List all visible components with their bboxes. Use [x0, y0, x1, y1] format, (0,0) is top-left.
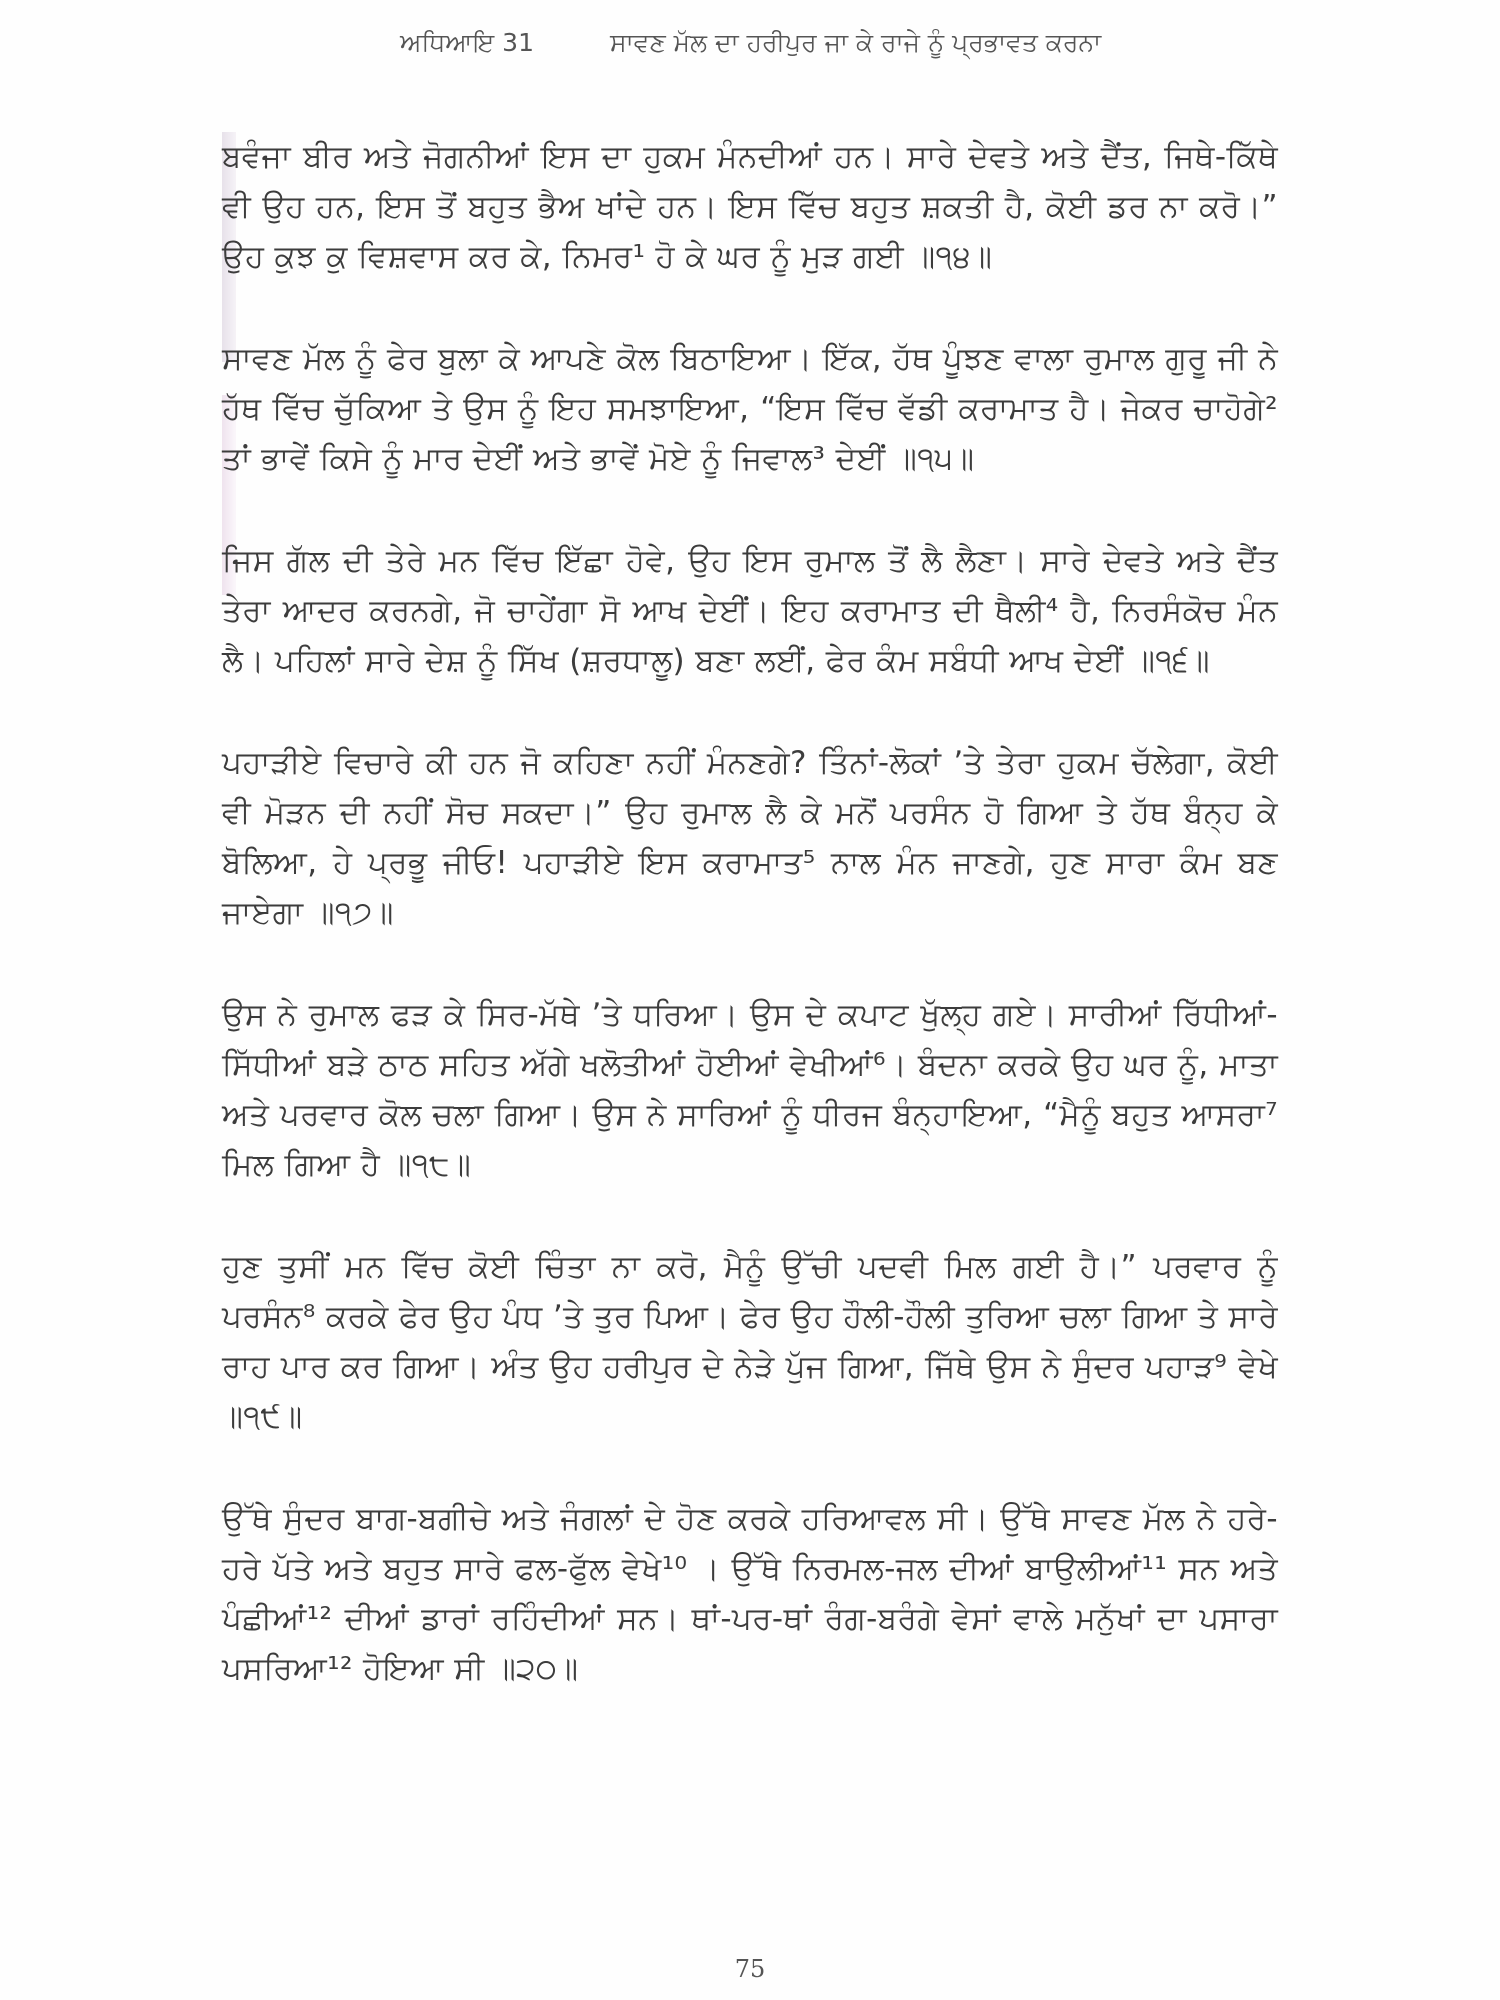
paragraph-19: ਹੁਣ ਤੁਸੀਂ ਮਨ ਵਿੱਚ ਕੋਈ ਚਿੰਤਾ ਨਾ ਕਰੋ, ਮੈਨੂੰ ਉੱਚੀ ਪਦਵੀ ਮਿਲ ਗਈ ਹੈ।” ਪਰਵਾਰ ਨੂੰ ਪਰਸੰਨ⁸ ਕਰਕੇ ਫੇਰ ਉਹ ਪੰਧ ’ਤੇ ਤੁਰ ਪਿਆ। ਫੇਰ ਉਹ ਹੌਲੀ-ਹੌਲੀ ਤੁਰਿਆ ਚਲਾ ਗਿਆ ਤੇ ਸਾਰੇ ਰਾਹ ਪਾਰ ਕਰ ਗਿਆ। ਅੰਤ ਉਹ ਹਰੀਪੁਰ ਦੇ ਨੇੜੇ ਪੁੱਜ ਗਿਆ, ਜਿੱਥੇ ਉਸ ਨੇ ਸੁੰਦਰ ਪਹਾੜ⁹ ਵੇਖੇ ॥੧੯॥ — [222, 1249, 1278, 1435]
paragraph-15: ਸਾਵਣ ਮੱਲ ਨੂੰ ਫੇਰ ਬੁਲਾ ਕੇ ਆਪਣੇ ਕੋਲ ਬਿਠਾਇਆ। ਇੱਕ, ਹੱਥ ਪੂੰਝਣ ਵਾਲਾ ਰੁਮਾਲ ਗੁਰੂ ਜੀ ਨੇ ਹੱਥ ਵਿੱਚ ਚੁੱਕਿਆ ਤੇ ਉਸ ਨੂੰ ਇਹ ਸਮਝਾਇਆ, “ਇਸ ਵਿੱਚ ਵੱਡੀ ਕਰਾਮਾਤ ਹੈ। ਜੇਕਰ ਚਾਹੋਗੇ² ਤਾਂ ਭਾਵੇਂ ਕਿਸੇ ਨੂੰ ਮਾਰ ਦੇਈਂ ਅਤੇ ਭਾਵੇਂ ਮੋਏ ਨੂੰ ਜਿਵਾਲ³ ਦੇਈਂ ॥੧੫॥ — [222, 341, 1278, 477]
paragraph-14: ਬਵੰਜਾ ਬੀਰ ਅਤੇ ਜੋਗਨੀਆਂ ਇਸ ਦਾ ਹੁਕਮ ਮੰਨਦੀਆਂ ਹਨ। ਸਾਰੇ ਦੇਵਤੇ ਅਤੇ ਦੈਂਤ, ਜਿਥੇ-ਕਿੱਥੇ ਵੀ ਉਹ ਹਨ, ਇਸ ਤੋਂ ਬਹੁਤ ਭੈਅ ਖਾਂਦੇ ਹਨ। ਇਸ ਵਿੱਚ ਬਹੁਤ ਸ਼ਕਤੀ ਹੈ, ਕੋਈ ਡਰ ਨਾ ਕਰੋ।” ਉਹ ਕੁਝ ਕੁ ਵਿਸ਼ਵਾਸ ਕਰ ਕੇ, ਨਿਮਰ¹ ਹੋ ਕੇ ਘਰ ਨੂੰ ਮੁੜ ਗਈ ॥੧੪॥ — [222, 139, 1278, 275]
page-number: 75 — [734, 1955, 766, 1983]
chapter-label: ਅਧਿਆਇ 31 — [400, 28, 534, 57]
paragraph-20: ਉੱਥੇ ਸੁੰਦਰ ਬਾਗ-ਬਗੀਚੇ ਅਤੇ ਜੰਗਲਾਂ ਦੇ ਹੋਣ ਕਰਕੇ ਹਰਿਆਵਲ ਸੀ। ਉੱਥੇ ਸਾਵਣ ਮੱਲ ਨੇ ਹਰੇ-ਹਰੇ ਪੱਤੇ ਅਤੇ ਬਹੁਤ ਸਾਰੇ ਫਲ-ਫੁੱਲ ਵੇਖੇ¹⁰ । ਉੱਥੇ ਨਿਰਮਲ-ਜਲ ਦੀਆਂ ਬਾਉਲੀਆਂ¹¹ ਸਨ ਅਤੇ ਪੰਛੀਆਂ¹² ਦੀਆਂ ਡਾਰਾਂ ਰਹਿੰਦੀਆਂ ਸਨ। ਥਾਂ-ਪਰ-ਥਾਂ ਰੰਗ-ਬਰੰਗੇ ਵੇਸਾਂ ਵਾਲੇ ਮਨੁੱਖਾਂ ਦਾ ਪਸਾਰਾ ਪਸਰਿਆ¹² ਹੋਇਆ ਸੀ ॥੨੦॥ — [222, 1501, 1278, 1687]
body-text — [222, 132, 1278, 1746]
paragraph-16: ਜਿਸ ਗੱਲ ਦੀ ਤੇਰੇ ਮਨ ਵਿੱਚ ਇੱਛਾ ਹੋਵੇ, ਉਹ ਇਸ ਰੁਮਾਲ ਤੋਂ ਲੈ ਲੈਣਾ। ਸਾਰੇ ਦੇਵਤੇ ਅਤੇ ਦੈਂਤ ਤੇਰਾ ਆਦਰ ਕਰਨਗੇ, ਜੋ ਚਾਹੇਂਗਾ ਸੋ ਆਖ ਦੇਈਂ। ਇਹ ਕਰਾਮਾਤ ਦੀ ਥੈਲੀ⁴ ਹੈ, ਨਿਰਸੰਕੋਚ ਮੰਨ ਲੈ। ਪਹਿਲਾਂ ਸਾਰੇ ਦੇਸ਼ ਨੂੰ ਸਿੱਖ (ਸ਼ਰਧਾਲੂ) ਬਣਾ ਲਈਂ, ਫੇਰ ਕੰਮ ਸਬੰਧੀ ਆਖ ਦੇਈਂ ॥੧੬॥ — [222, 543, 1278, 679]
paragraph-17: ਪਹਾੜੀਏ ਵਿਚਾਰੇ ਕੀ ਹਨ ਜੋ ਕਹਿਣਾ ਨਹੀਂ ਮੰਨਣਗੇ? ਤਿੰਨਾਂ-ਲੋਕਾਂ ’ਤੇ ਤੇਰਾ ਹੁਕਮ ਚੱਲੇਗਾ, ਕੋਈ ਵੀ ਮੋੜਨ ਦੀ ਨਹੀਂ ਸੋਚ ਸਕਦਾ।” ਉਹ ਰੁਮਾਲ ਲੈ ਕੇ ਮਨੋਂ ਪਰਸੰਨ ਹੋ ਗਿਆ ਤੇ ਹੱਥ ਬੰਨ੍ਹ ਕੇ ਬੋਲਿਆ, ਹੇ ਪ੍ਰਭੂ ਜੀਓ! ਪਹਾੜੀਏ ਇਸ ਕਰਾਮਾਤ⁵ ਨਾਲ ਮੰਨ ਜਾਣਗੇ, ਹੁਣ ਸਾਰਾ ਕੰਮ ਬਣ ਜਾਏਗਾ ॥੧੭॥ — [222, 745, 1278, 931]
running-header — [0, 28, 1500, 68]
chapter-title: ਸਾਵਣ ਮੱਲ ਦਾ ਹਰੀਪੁਰ ਜਾ ਕੇ ਰਾਜੇ ਨੂੰ ਪ੍ਰਭਾਵਤ ਕਰਨਾ — [610, 28, 1102, 57]
paragraph-18: ਉਸ ਨੇ ਰੁਮਾਲ ਫੜ ਕੇ ਸਿਰ-ਮੱਥੇ ’ਤੇ ਧਰਿਆ। ਉਸ ਦੇ ਕਪਾਟ ਖੁੱਲ੍ਹ ਗਏ। ਸਾਰੀਆਂ ਰਿੱਧੀਆਂ-ਸਿੱਧੀਆਂ ਬੜੇ ਠਾਠ ਸਹਿਤ ਅੱਗੇ ਖਲੋਤੀਆਂ ਹੋਈਆਂ ਵੇਖੀਆਂ⁶। ਬੰਦਨਾ ਕਰਕੇ ਉਹ ਘਰ ਨੂੰ, ਮਾਤਾ ਅਤੇ ਪਰਵਾਰ ਕੋਲ ਚਲਾ ਗਿਆ। ਉਸ ਨੇ ਸਾਰਿਆਂ ਨੂੰ ਧੀਰਜ ਬੰਨ੍ਹਾਇਆ, “ਮੈਨੂੰ ਬਹੁਤ ਆਸਰਾ⁷ ਮਿਲ ਗਿਆ ਹੈ ॥੧੮॥ — [222, 997, 1278, 1183]
